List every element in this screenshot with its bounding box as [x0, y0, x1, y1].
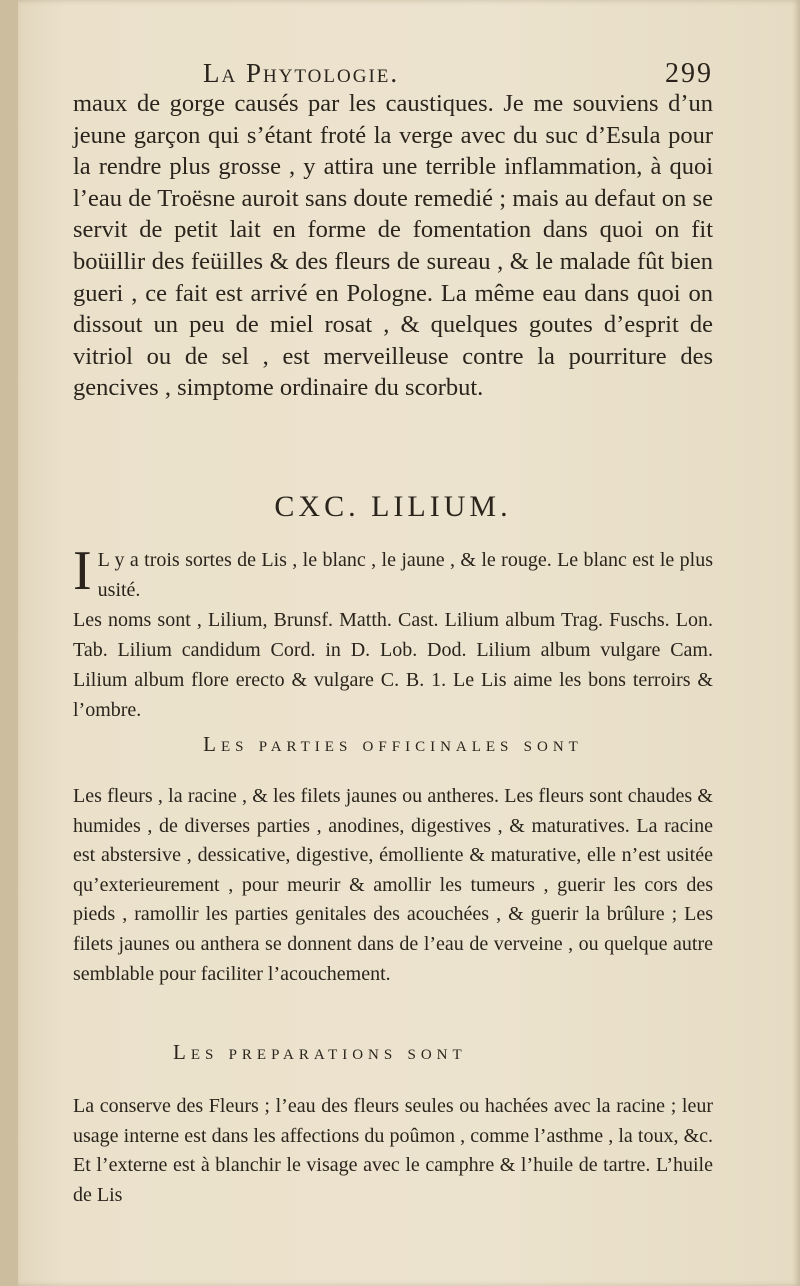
section-heading-preparations: Les preparations sont: [173, 1040, 467, 1064]
paragraph-2-line-1: L y a trois sortes de Lis , le blanc , le jaune , & le rouge. Le blanc est le plus usité.: [97, 549, 713, 601]
drop-cap: I: [73, 540, 92, 602]
paragraph-1: maux de gorge causés par les caustiques. Je me souviens d’un jeune garçon qui s’étant froté la verge avec du suc d’Esula pour la rendre plus grosse , y attira une terrible inflammation, à quoi l’eau de Troësne auroit sans doute remedié ; mais au defaut on se servit de petit lait en forme de fomentation dans quoi on fit boüillir des feüilles & des fleurs de sureau , & le malade fût bien gueri , ce fait est arrivé en Pologne. La même eau dans quoi on dissout un peu de miel rosat , & quelques goutes d’esprit de vitriol ou de sel , est merveilleuse contre la pourriture des gencives , simptome ordinaire du scorbut.: [73, 90, 713, 402]
paragraph-2: [73, 540, 713, 725]
paragraph-4: La conserve des Fleurs ; l’eau des fleurs seules ou hachées avec la racine ; leur usage interne est dans les affections du poûmon , comme l’asthme , la toux, &c. Et l’externe est à blanchir le visage avec le camphre & l’huile de tartre. L’huile de Lis: [73, 1095, 713, 1206]
page-number: 299: [665, 58, 713, 89]
book-page: [18, 0, 800, 1286]
running-title: La Phytologie.: [203, 58, 400, 88]
chapter-title: CXC. LILIUM.: [274, 490, 512, 523]
section-heading-parties: Les parties officinales sont: [203, 732, 583, 756]
paragraph-3: Les fleurs , la racine , & les filets jaunes ou antheres. Les fleurs sont chaudes & humides , de diverses parties , anodines, digestives , & maturatives. La racine est abstersive , dessicative, digestive, émolliente & maturative, elle n’est usitée qu’exterieurement , pour meurir & amollir les tumeurs , guerir les cors des pieds , ramollir les parties genitales des acouchées , & guerir la brûlure ; Les filets jaunes ou anthera se donnent dans de l’eau de verveine , ou quelque autre semblable pour faciliter l’acouchement.: [73, 785, 713, 985]
paragraph-2-names: Les noms sont , Lilium, Brunsf. Matth. Cast. Lilium album Trag. Fuschs. Lon. Tab. Lilium candidum Cord. in D. Lob. Dod. Lilium album vulgare Cam. Lilium album flore erecto & vulgare C. B. 1. Le Lis aime les bons terroirs & l’ombre.: [73, 609, 713, 721]
